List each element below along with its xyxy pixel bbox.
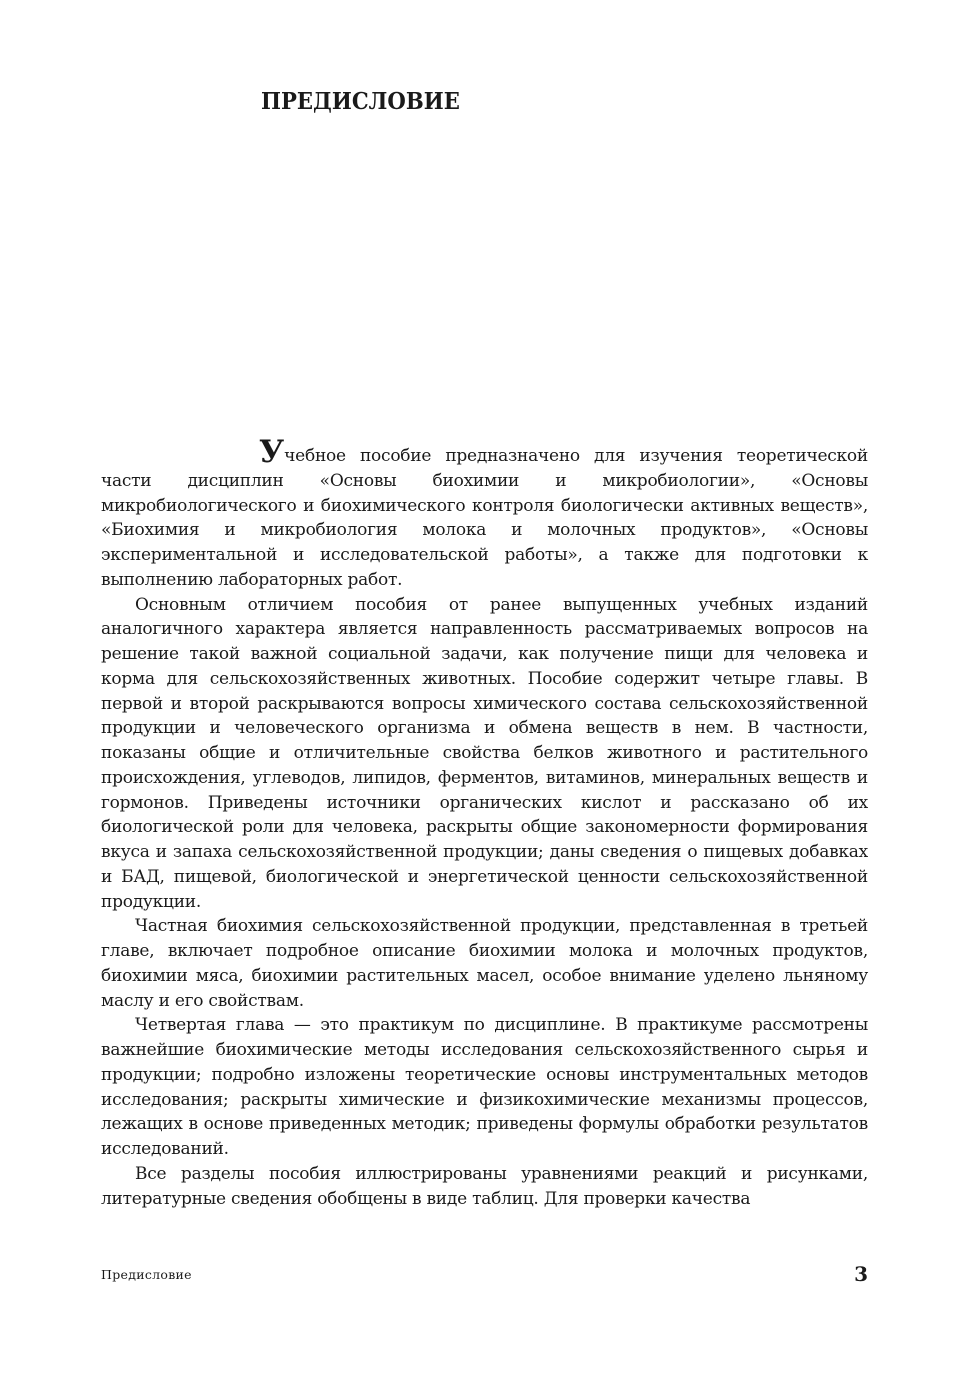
running-title: Предисловие	[101, 1267, 192, 1282]
paragraph-4	[101, 1013, 868, 1162]
paragraph-4-text: Четвертая глава — это практикум по дисциплине. В практикуме рассмотрены важнейшие биохимические методы исследования сельскохозяйственного сырья и продукции; подробно изложены теоретические основы инструментальных методов исследования; раскрыты химические и физикохимические механизмы процессов, лежащих в основе приведенных методик; приведены формулы обработки результатов исследований.	[101, 1015, 868, 1159]
body-text	[101, 434, 868, 1211]
paragraph-5	[101, 1162, 868, 1212]
page-title: ПРЕДИСЛОВИЕ	[261, 88, 460, 115]
drop-cap: У	[259, 434, 285, 470]
paragraph-3-text: Частная биохимия сельскохозяйственной продукции, представленная в третьей главе, включает подробное описание биохимии молока и молочных продуктов, биохимии мяса, биохимии растительных масел, особое внимание уделено льняному маслу и его свойствам.	[101, 916, 868, 1011]
paragraph-2	[101, 593, 868, 915]
paragraph-5-text: Все разделы пособия иллюстрированы уравнениями реакций и рисунками, литературные сведения обобщены в виде таблиц. Для проверки качества	[101, 1163, 868, 1209]
paragraph-1	[101, 434, 868, 593]
paragraph-3	[101, 914, 868, 1013]
page-number: 3	[854, 1262, 868, 1286]
page-footer	[101, 1262, 868, 1292]
paragraph-2-text: Основным отличием пособия от ранее выпущенных учебных изданий аналогичного характера является направленность рассматриваемых вопросов на решение такой важной социальной задачи, как получение пищи для человека и корма для сельскохозяйственных животных. Пособие содержит четыре главы. В первой и второй раскрываются вопросы химического состава сельскохозяйственной продукции и человеческого организма и обмена веществ в нем. В частности, показаны общие и отличительные свойства белков животного и растительного происхождения, углеводов, липидов, ферментов, витаминов, минеральных веществ и гормонов. Приведены источники органических кислот и рассказано об их биологической роли для человека, раскрыты общие закономерности формирования вкуса и запаха сельскохозяйственной продукции; даны сведения о пищевых добавках и БАД, пищевой, биологической и энергетической ценности сельскохозяйственной продукции.	[101, 594, 868, 912]
paragraph-1-text: чебное пособие предназначено для изучения теоретической части дисциплин «Основы биохимии и микробиологии», «Основы микробиологического и биохимического контроля биологически активных веществ», «Биохимия и микробиология молока и молочных продуктов», «Основы экспериментальной и исследовательской работы», а также для подготовки к выполнению лабораторных работ.	[101, 446, 868, 590]
